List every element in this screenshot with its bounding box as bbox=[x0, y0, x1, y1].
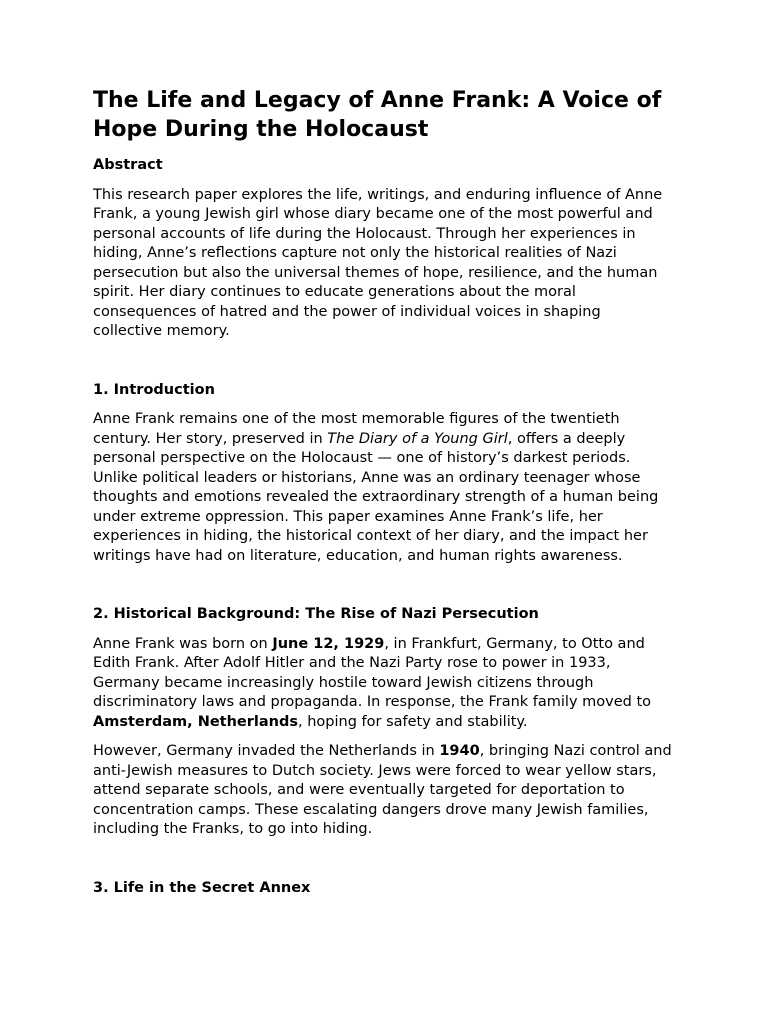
document-page bbox=[93, 86, 673, 908]
invasion-year: 1940 bbox=[439, 743, 480, 759]
document-title: The Life and Legacy of Anne Frank: A Voice of Hope During the Holocaust bbox=[93, 88, 662, 142]
section-spacer bbox=[93, 576, 673, 605]
bg-p1-text-c: , hoping for safety and stability. bbox=[298, 713, 528, 730]
place-amsterdam: Amsterdam, Netherlands bbox=[93, 713, 299, 730]
birth-date: June 12, 1929 bbox=[272, 635, 385, 652]
introduction-paragraph bbox=[93, 410, 673, 566]
bg-p1-text-b: , in Frankfurt, Germany, to Otto and Edith Frank. After Adolf Hitler and the Nazi Party rose to power in 1933, Germany became increasingly hostile toward Jewish citizens through discriminatory laws and propaganda. In response, the Frank family moved to bbox=[93, 635, 652, 710]
abstract-heading: Abstract bbox=[93, 157, 163, 173]
section-spacer bbox=[93, 850, 673, 879]
annex-heading: 3. Life in the Secret Annex bbox=[93, 879, 311, 896]
bg-p2-text-a: However, Germany invaded the Netherlands in bbox=[93, 743, 440, 759]
intro-text-a: Anne Frank remains one of the most memorable figures of the twentieth century. Her story, preserved in bbox=[93, 411, 620, 447]
bg-p2-text-b: , bringing Nazi control and anti-Jewish measures to Dutch society. Jews were forced to wear yellow stars, attend separate schools, and were eventually targeted for deportation to concentration camps. These escalating dangers drove many Jewish families, including the Franks, to go into hiding. bbox=[93, 743, 672, 837]
background-paragraph-1 bbox=[93, 635, 673, 733]
book-title: The Diary of a Young Girl bbox=[327, 430, 508, 447]
intro-text-b: , offers a deeply personal perspective on the Holocaust — one of history’s darkest periods. Unlike political leaders or historians, Anne was an ordinary teenager whose thoughts and emotions revealed the extraordinary strength of a human being under extreme oppression. This paper examines Anne Frank’s life, her experiences in hiding, the historical context of her diary, and the impact her writings have had on literature, education, and human rights awareness. bbox=[93, 430, 659, 564]
background-paragraph-2 bbox=[93, 742, 673, 840]
introduction-heading: 1. Introduction bbox=[93, 381, 215, 398]
background-heading: 2. Historical Background: The Rise of Nazi Persecution bbox=[93, 606, 539, 622]
section-spacer bbox=[93, 352, 673, 381]
bg-p1-text-a: Anne Frank was born on bbox=[93, 635, 273, 652]
abstract-paragraph: This research paper explores the life, writings, and enduring influence of Anne Frank, a young Jewish girl whose diary became one of the most powerful and personal accounts of life during the Holocaust. Through her experiences in hiding, Anne’s reflections capture not only the historical realities of Nazi persecution but also the universal themes of hope, resilience, and the human spirit. Her diary continues to educate generations about the moral consequences of hatred and the power of individual voices in shaping collective memory. bbox=[93, 186, 663, 339]
